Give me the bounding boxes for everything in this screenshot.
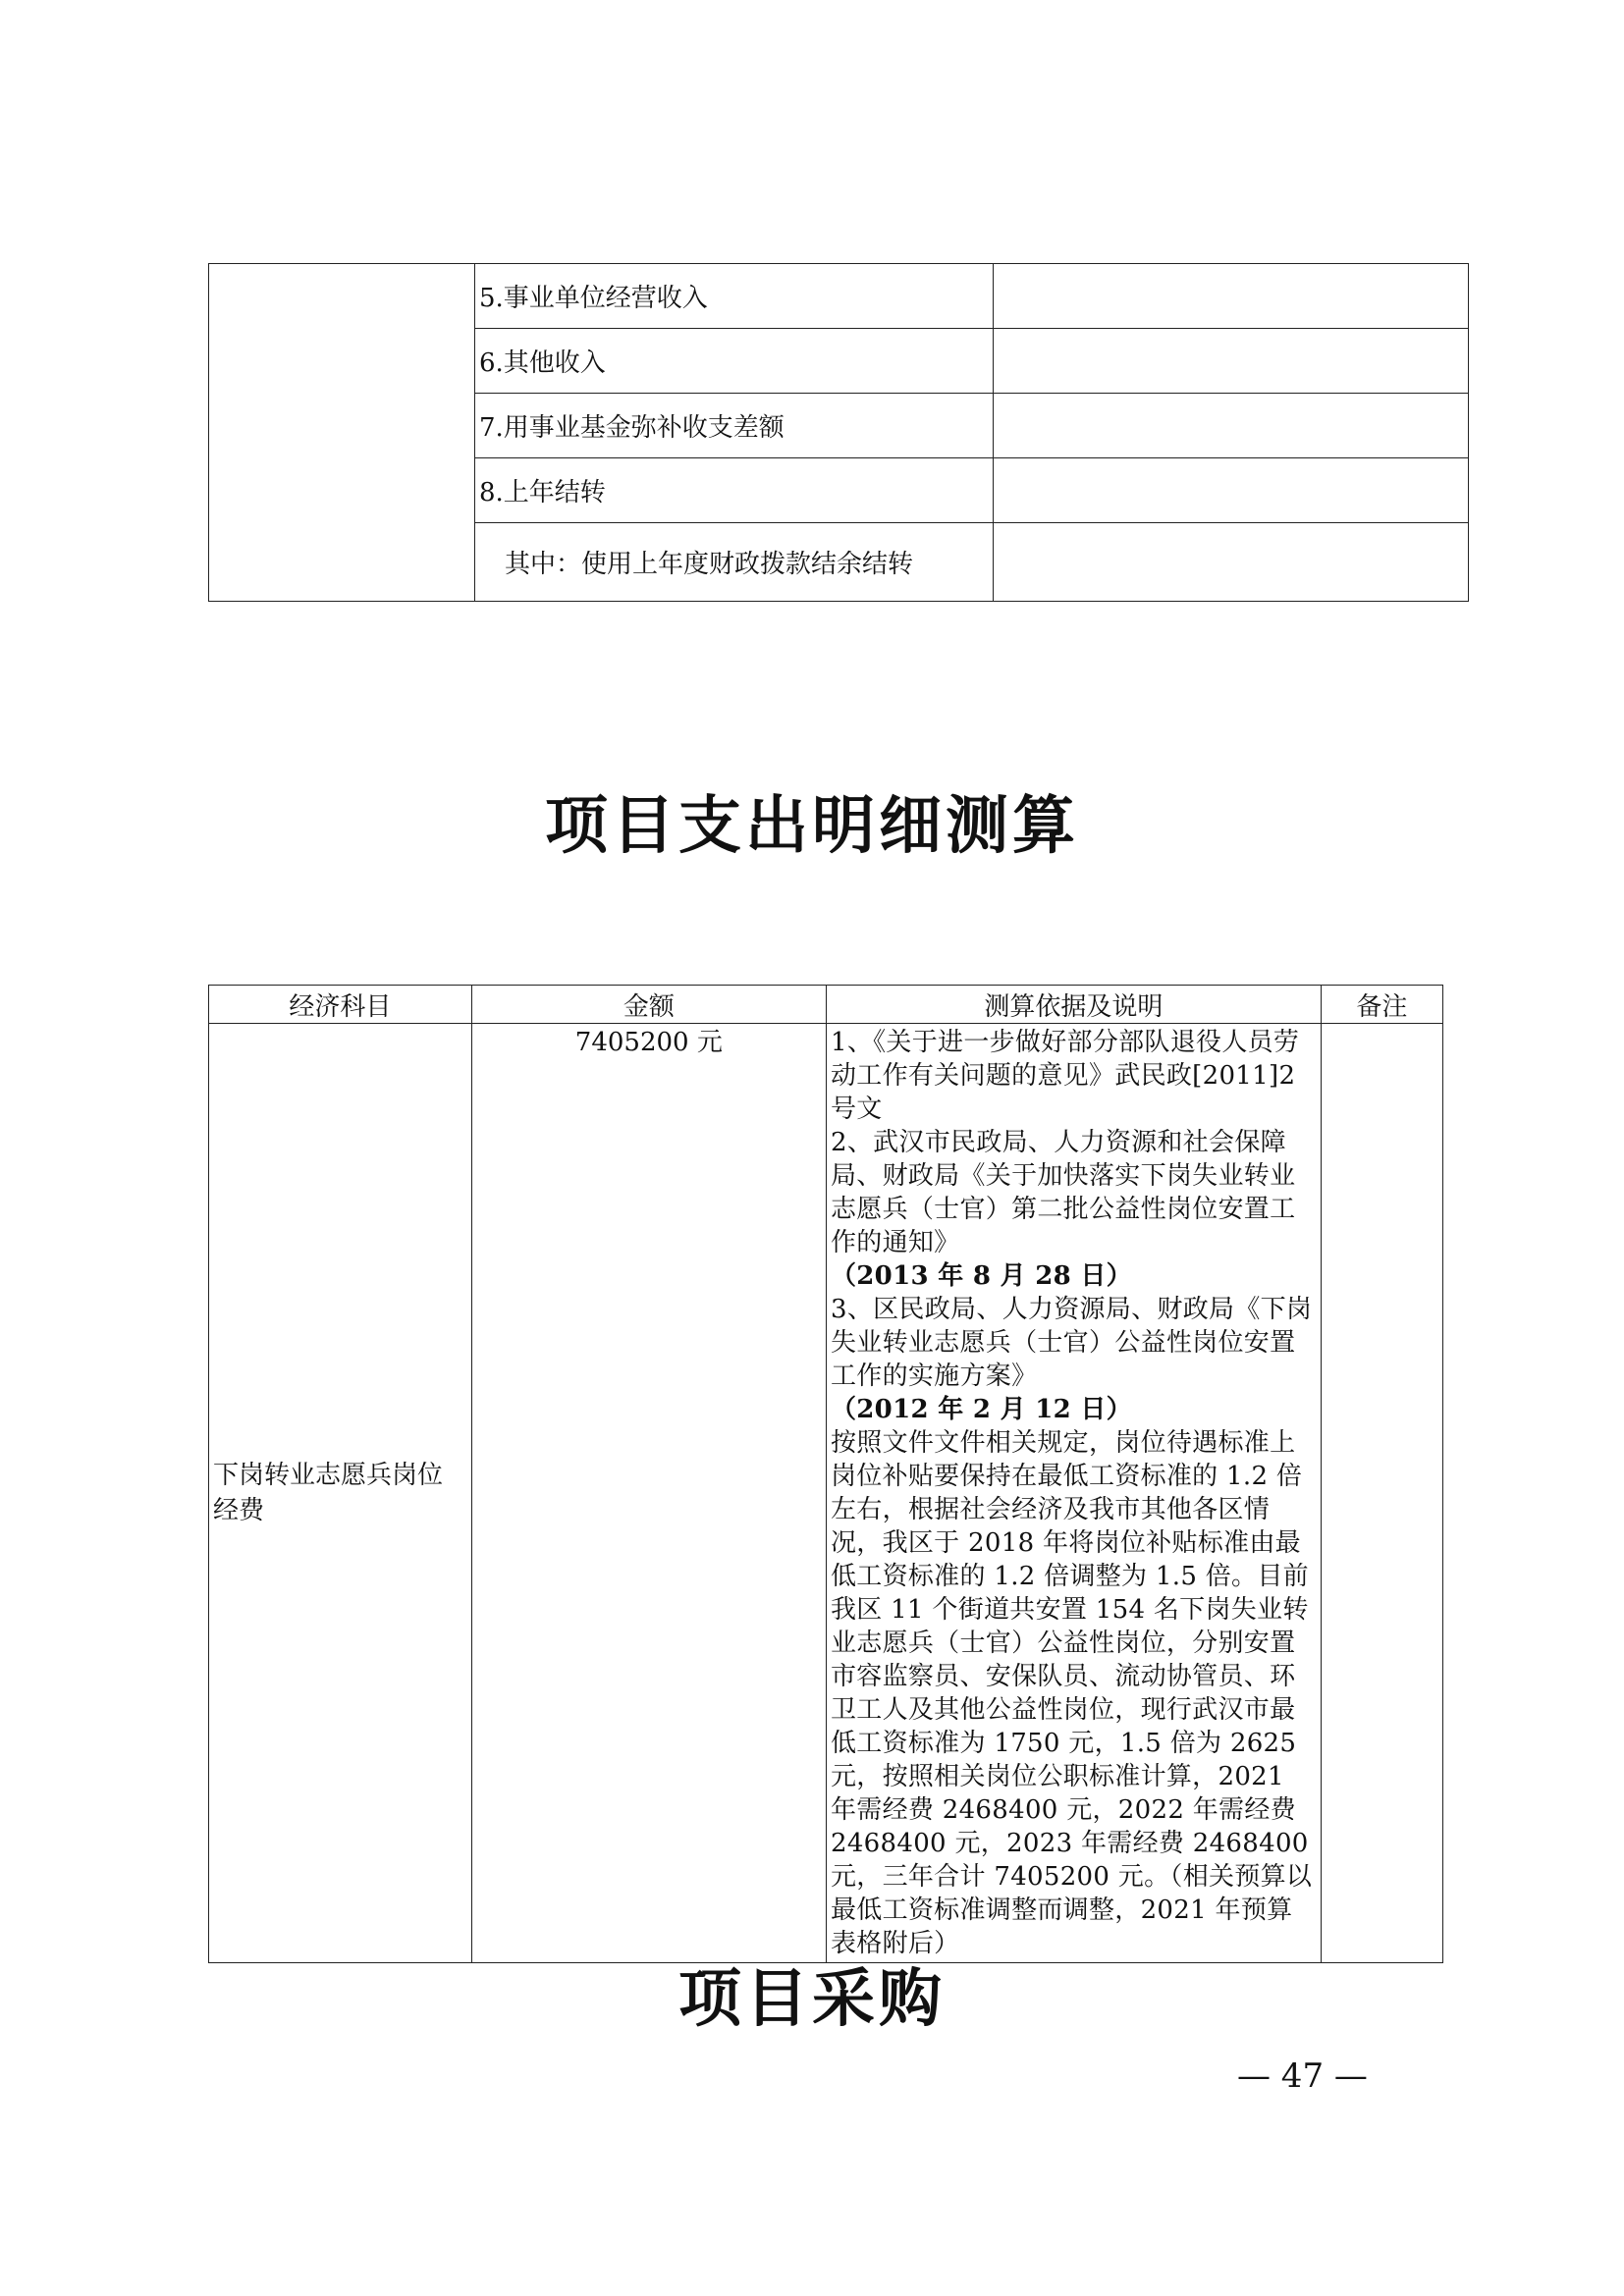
- basis-explanation: 按照文件文件相关规定，岗位待遇标准上岗位补贴要保持在最低工资标准的 1.2 倍左右，根据社会经济及我市其他各区情况，我区于 2018 年将岗位补贴标准由最低工资标准的 1.2 倍调整为 1.5 倍。目前我区 11 个街道共安置 154 名下岗失业转业志愿兵（士官）公益性岗位，分别安置市容监察员、安保队员、流动协管员、环卫工人及其他公益性岗位，现行武汉市最低工资标准为 1750 元，1.5 倍为 2625 元，按照相关岗位公职标准计算，2021 年需经费 2468400 元，2022 年需经费 2468400 元，2023 年需经费 2468400 元，三年合计 7405200 元。（相关预算以最低工资标准调整而调整，2021 年预算表格附后）: [830, 1428, 1313, 1958]
- income-row-label: 7.用事业基金弥补收支差额: [475, 394, 994, 458]
- income-table: [208, 263, 1469, 602]
- header-basis: 测算依据及说明: [826, 986, 1321, 1024]
- basis-item-3-date: （2012 年 2 月 12 日）: [830, 1395, 1132, 1424]
- header-amount: 金额: [471, 986, 826, 1024]
- header-remark: 备注: [1321, 986, 1442, 1024]
- basis-item-3: 3、区民政局、人力资源局、财政局《下岗失业转业志愿兵（士官）公益性岗位安置工作的实施方案》: [830, 1295, 1313, 1391]
- basis-cell: [826, 1024, 1321, 1963]
- next-section-title: 项目采购: [678, 1963, 946, 2036]
- income-row-label: 8.上年结转: [475, 458, 994, 523]
- income-row-label: 其中：使用上年度财政拨款结余结转: [475, 523, 994, 602]
- income-row-value: [994, 264, 1469, 329]
- income-row-value: [994, 458, 1469, 523]
- section-title: 项目支出明细测算: [545, 790, 1079, 863]
- income-row-value: [994, 394, 1469, 458]
- page-number: — 47 —: [1237, 2056, 1368, 2096]
- income-row-label: 5.事业单位经营收入: [475, 264, 994, 329]
- income-row-label: 6.其他收入: [475, 329, 994, 394]
- income-row-value: [994, 329, 1469, 394]
- header-subject: 经济科目: [209, 986, 472, 1024]
- income-category-cell: [209, 264, 475, 602]
- amount-cell: 7405200 元: [471, 1024, 826, 1963]
- remark-cell: [1321, 1024, 1442, 1963]
- basis-item-2-date: （2013 年 8 月 28 日）: [830, 1261, 1132, 1291]
- basis-item-1: 1、《关于进一步做好部分部队退役人员劳动工作有关问题的意见》武民政[2011]2 号文: [830, 1028, 1300, 1124]
- detail-table: [208, 985, 1443, 1963]
- table-row: [209, 1024, 1443, 1963]
- subject-cell: 下岗转业志愿兵岗位经费: [209, 1024, 472, 1963]
- income-row-value: [994, 523, 1469, 602]
- detail-table-header-row: [209, 986, 1443, 1024]
- basis-item-2: 2、武汉市民政局、人力资源和社会保障局、财政局《关于加快落实下岗失业转业志愿兵（士官）第二批公益性岗位安置工作的通知》: [830, 1128, 1296, 1257]
